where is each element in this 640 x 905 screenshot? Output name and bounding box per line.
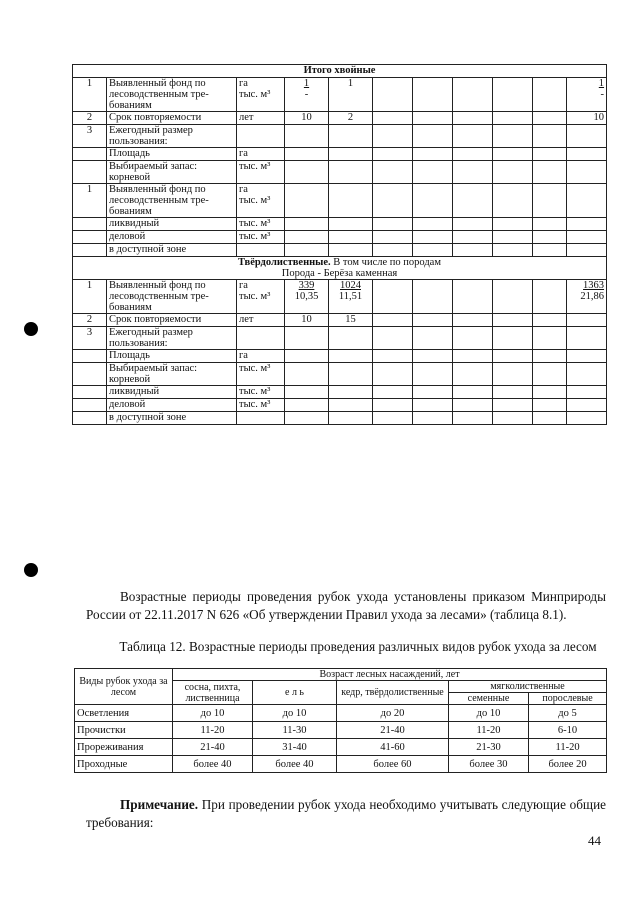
row-total — [567, 184, 607, 218]
empty-cell — [453, 350, 493, 363]
row-total — [567, 218, 607, 231]
empty-cell — [533, 399, 567, 412]
empty-cell — [373, 350, 413, 363]
empty-cell — [533, 350, 567, 363]
row-number: 3 — [73, 327, 107, 350]
table-row — [75, 705, 607, 722]
row-value — [329, 125, 373, 148]
row-total — [567, 125, 607, 148]
row-number — [73, 244, 107, 257]
row-unit: тыс. м³ — [237, 218, 285, 231]
empty-cell — [413, 350, 453, 363]
age-value: 31-40 — [253, 739, 337, 756]
row-value — [285, 184, 329, 218]
empty-cell — [533, 184, 567, 218]
row-value — [285, 386, 329, 399]
empty-cell — [373, 161, 413, 184]
row-label: ликвидный — [107, 386, 237, 399]
row-number: 1 — [73, 280, 107, 314]
age-value: до 10 — [253, 705, 337, 722]
body-paragraph: Возрастные периоды проведения рубок ухода установлены приказом Минприроды России от 22.11.2017 N 626 «Об утверждении Правил ухода за лесами» (таблица 8.1). — [86, 589, 606, 622]
empty-cell — [533, 363, 567, 386]
age-periods-table — [74, 668, 607, 773]
t2-col: е л ь — [253, 681, 337, 705]
empty-cell — [533, 161, 567, 184]
row-label: Срок повторяемости — [107, 314, 237, 327]
age-value: более 30 — [449, 756, 529, 773]
empty-cell — [493, 218, 533, 231]
age-value: 11-30 — [253, 722, 337, 739]
hardwood-header — [73, 257, 607, 280]
empty-cell — [533, 148, 567, 161]
t2-rowhead: Виды рубок ухода за лесом — [75, 669, 173, 705]
table-row — [75, 722, 607, 739]
empty-cell — [533, 112, 567, 125]
row-name: Проходные — [75, 756, 173, 773]
empty-cell — [493, 231, 533, 244]
table-row — [73, 78, 607, 112]
table-row — [73, 399, 607, 412]
empty-cell — [493, 280, 533, 314]
row-number — [73, 412, 107, 425]
row-label: Срок повторяемости — [107, 112, 237, 125]
table-row — [73, 244, 607, 257]
empty-cell — [373, 112, 413, 125]
row-number: 1 — [73, 184, 107, 218]
row-value — [329, 244, 373, 257]
row-label: Площадь — [107, 148, 237, 161]
row-label: Выбираемый запас: корневой — [107, 161, 237, 184]
row-unit: га тыс. м³ — [237, 184, 285, 218]
row-total — [567, 244, 607, 257]
age-value: 21-40 — [337, 722, 449, 739]
empty-cell — [493, 148, 533, 161]
row-value: 1024 11,51 — [329, 280, 373, 314]
empty-cell — [453, 363, 493, 386]
row-label: Выявленный фонд по лесоводственным тре-бованиям — [107, 184, 237, 218]
row-total: 1363 21,86 — [567, 280, 607, 314]
table-caption: Таблица 12. Возрастные периоды проведения различных видов рубок ухода за лесом — [119, 639, 597, 654]
empty-cell — [493, 399, 533, 412]
age-value: до 10 — [173, 705, 253, 722]
empty-cell — [373, 280, 413, 314]
t2-col: кедр, твёрдолиственные — [337, 681, 449, 705]
empty-cell — [413, 161, 453, 184]
empty-cell — [533, 280, 567, 314]
age-value: 11-20 — [529, 739, 607, 756]
row-total — [567, 327, 607, 350]
empty-cell — [533, 125, 567, 148]
row-total — [567, 399, 607, 412]
row-number — [73, 350, 107, 363]
row-value — [329, 231, 373, 244]
empty-cell — [373, 231, 413, 244]
age-value: более 40 — [173, 756, 253, 773]
empty-cell — [453, 184, 493, 218]
row-value: 10 — [285, 112, 329, 125]
row-label: Площадь — [107, 350, 237, 363]
row-label: в доступной зоне — [107, 412, 237, 425]
empty-cell — [413, 363, 453, 386]
empty-cell — [413, 112, 453, 125]
row-value — [285, 412, 329, 425]
empty-cell — [413, 78, 453, 112]
empty-cell — [453, 161, 493, 184]
row-unit: га — [237, 148, 285, 161]
table-row — [73, 184, 607, 218]
row-value: 15 — [329, 314, 373, 327]
row-unit — [237, 125, 285, 148]
row-value — [329, 350, 373, 363]
row-number — [73, 148, 107, 161]
table-row — [73, 125, 607, 148]
empty-cell — [493, 125, 533, 148]
row-value — [285, 125, 329, 148]
row-number: 2 — [73, 112, 107, 125]
empty-cell — [373, 78, 413, 112]
hardwood-title: Твёрдолиственные. — [238, 257, 331, 268]
table-row — [73, 386, 607, 399]
table-row — [75, 756, 607, 773]
empty-cell — [493, 244, 533, 257]
row-label: деловой — [107, 231, 237, 244]
row-value: 339 10,35 — [285, 280, 329, 314]
empty-cell — [453, 112, 493, 125]
row-unit: лет — [237, 112, 285, 125]
row-number: 3 — [73, 125, 107, 148]
row-label: Выявленный фонд по лесоводственным тре-бованиям — [107, 78, 237, 112]
row-value — [285, 350, 329, 363]
row-value — [329, 399, 373, 412]
table-row — [73, 161, 607, 184]
row-unit — [237, 327, 285, 350]
row-total — [567, 350, 607, 363]
age-value: 21-30 — [449, 739, 529, 756]
row-label: ликвидный — [107, 218, 237, 231]
empty-cell — [413, 148, 453, 161]
empty-cell — [373, 327, 413, 350]
row-total — [567, 412, 607, 425]
age-value: 11-20 — [173, 722, 253, 739]
empty-cell — [533, 386, 567, 399]
table-row — [73, 314, 607, 327]
empty-cell — [453, 148, 493, 161]
note-paragraph — [86, 796, 606, 832]
table-row — [73, 231, 607, 244]
age-value: до 5 — [529, 705, 607, 722]
empty-cell — [493, 363, 533, 386]
age-value: 11-20 — [449, 722, 529, 739]
empty-cell — [413, 280, 453, 314]
empty-cell — [493, 184, 533, 218]
table-row — [73, 148, 607, 161]
empty-cell — [413, 218, 453, 231]
row-number — [73, 161, 107, 184]
empty-cell — [493, 112, 533, 125]
row-name: Прореживания — [75, 739, 173, 756]
row-unit: тыс. м³ — [237, 386, 285, 399]
table-row — [75, 739, 607, 756]
empty-cell — [533, 412, 567, 425]
empty-cell — [373, 184, 413, 218]
row-value — [329, 412, 373, 425]
row-total — [567, 161, 607, 184]
age-value: более 20 — [529, 756, 607, 773]
empty-cell — [453, 280, 493, 314]
row-number — [73, 218, 107, 231]
empty-cell — [493, 350, 533, 363]
table-row — [73, 363, 607, 386]
empty-cell — [453, 386, 493, 399]
empty-cell — [413, 184, 453, 218]
empty-cell — [533, 231, 567, 244]
table-row — [73, 350, 607, 363]
empty-cell — [413, 231, 453, 244]
row-value — [329, 386, 373, 399]
row-label: в доступной зоне — [107, 244, 237, 257]
age-value: более 40 — [253, 756, 337, 773]
row-total: 10 — [567, 112, 607, 125]
empty-cell — [493, 161, 533, 184]
hardwood-subtitle: В том числе по породам — [330, 257, 441, 268]
t2-col: сосна, пихта, лиственница — [173, 681, 253, 705]
row-total: 1 - — [567, 78, 607, 112]
row-label: Ежегодный размер пользования: — [107, 327, 237, 350]
empty-cell — [413, 327, 453, 350]
note-text: При проведении рубок ухода необходимо учитывать следующие общие требования: — [86, 797, 606, 830]
age-value: более 60 — [337, 756, 449, 773]
punch-hole — [24, 322, 38, 336]
row-value — [329, 148, 373, 161]
empty-cell — [373, 148, 413, 161]
t2-group: Возраст лесных насаждений, лет — [173, 669, 607, 681]
empty-cell — [453, 327, 493, 350]
row-value — [285, 161, 329, 184]
row-number: 1 — [73, 78, 107, 112]
table-row — [73, 327, 607, 350]
empty-cell — [493, 78, 533, 112]
row-unit: лет — [237, 314, 285, 327]
empty-cell — [533, 78, 567, 112]
age-value: 41-60 — [337, 739, 449, 756]
row-unit: тыс. м³ — [237, 363, 285, 386]
empty-cell — [373, 314, 413, 327]
row-value — [285, 363, 329, 386]
row-total — [567, 363, 607, 386]
row-unit: га — [237, 350, 285, 363]
row-total — [567, 314, 607, 327]
empty-cell — [493, 327, 533, 350]
row-number — [73, 363, 107, 386]
row-value — [285, 218, 329, 231]
empty-cell — [493, 412, 533, 425]
row-value: 1 - — [285, 78, 329, 112]
use-table — [72, 64, 607, 425]
punch-hole — [24, 563, 38, 577]
empty-cell — [373, 125, 413, 148]
empty-cell — [453, 244, 493, 257]
empty-cell — [373, 412, 413, 425]
empty-cell — [373, 244, 413, 257]
breed-line: Порода - Берёза каменная — [281, 268, 398, 279]
empty-cell — [373, 363, 413, 386]
conifer-header: Итого хвойные — [73, 65, 607, 78]
empty-cell — [453, 412, 493, 425]
row-total — [567, 148, 607, 161]
empty-cell — [413, 386, 453, 399]
row-unit: га тыс. м³ — [237, 78, 285, 112]
row-name: Осветления — [75, 705, 173, 722]
empty-cell — [533, 327, 567, 350]
row-number — [73, 386, 107, 399]
row-value — [285, 327, 329, 350]
row-value — [329, 363, 373, 386]
table-row — [73, 412, 607, 425]
empty-cell — [413, 412, 453, 425]
row-total — [567, 231, 607, 244]
empty-cell — [453, 218, 493, 231]
table-row — [73, 218, 607, 231]
empty-cell — [533, 314, 567, 327]
empty-cell — [493, 386, 533, 399]
empty-cell — [413, 399, 453, 412]
row-value — [285, 148, 329, 161]
row-value: 2 — [329, 112, 373, 125]
row-label: деловой — [107, 399, 237, 412]
empty-cell — [413, 125, 453, 148]
row-label: Ежегодный размер пользования: — [107, 125, 237, 148]
row-total — [567, 386, 607, 399]
age-value: 6-10 — [529, 722, 607, 739]
empty-cell — [493, 314, 533, 327]
row-value — [329, 161, 373, 184]
empty-cell — [413, 314, 453, 327]
t2-col: порослевые — [529, 693, 607, 705]
row-value — [285, 399, 329, 412]
empty-cell — [453, 78, 493, 112]
t2-col: семенные — [449, 693, 529, 705]
row-value — [329, 184, 373, 218]
empty-cell — [533, 244, 567, 257]
empty-cell — [413, 244, 453, 257]
row-number: 2 — [73, 314, 107, 327]
age-value: до 20 — [337, 705, 449, 722]
row-value — [329, 327, 373, 350]
note-label: Примечание. — [120, 797, 199, 812]
row-unit: тыс. м³ — [237, 231, 285, 244]
row-number — [73, 231, 107, 244]
row-unit: тыс. м³ — [237, 399, 285, 412]
table-row — [73, 280, 607, 314]
row-value — [329, 218, 373, 231]
row-unit — [237, 244, 285, 257]
row-unit: тыс. м³ — [237, 161, 285, 184]
row-value — [285, 231, 329, 244]
row-number — [73, 399, 107, 412]
row-value: 1 — [329, 78, 373, 112]
empty-cell — [453, 314, 493, 327]
row-unit — [237, 412, 285, 425]
row-unit: га тыс. м³ — [237, 280, 285, 314]
row-label: Выявленный фонд по лесоводственным тре-бованиям — [107, 280, 237, 314]
page-number: 44 — [588, 833, 601, 848]
empty-cell — [373, 399, 413, 412]
age-value: 21-40 — [173, 739, 253, 756]
table-row — [73, 112, 607, 125]
row-name: Прочистки — [75, 722, 173, 739]
row-label: Выбираемый запас: корневой — [107, 363, 237, 386]
empty-cell — [453, 125, 493, 148]
age-value: до 10 — [449, 705, 529, 722]
empty-cell — [373, 386, 413, 399]
empty-cell — [453, 399, 493, 412]
empty-cell — [533, 218, 567, 231]
empty-cell — [453, 231, 493, 244]
empty-cell — [373, 218, 413, 231]
t2-soft-group: мягколиственные — [449, 681, 607, 693]
row-value: 10 — [285, 314, 329, 327]
row-value — [285, 244, 329, 257]
